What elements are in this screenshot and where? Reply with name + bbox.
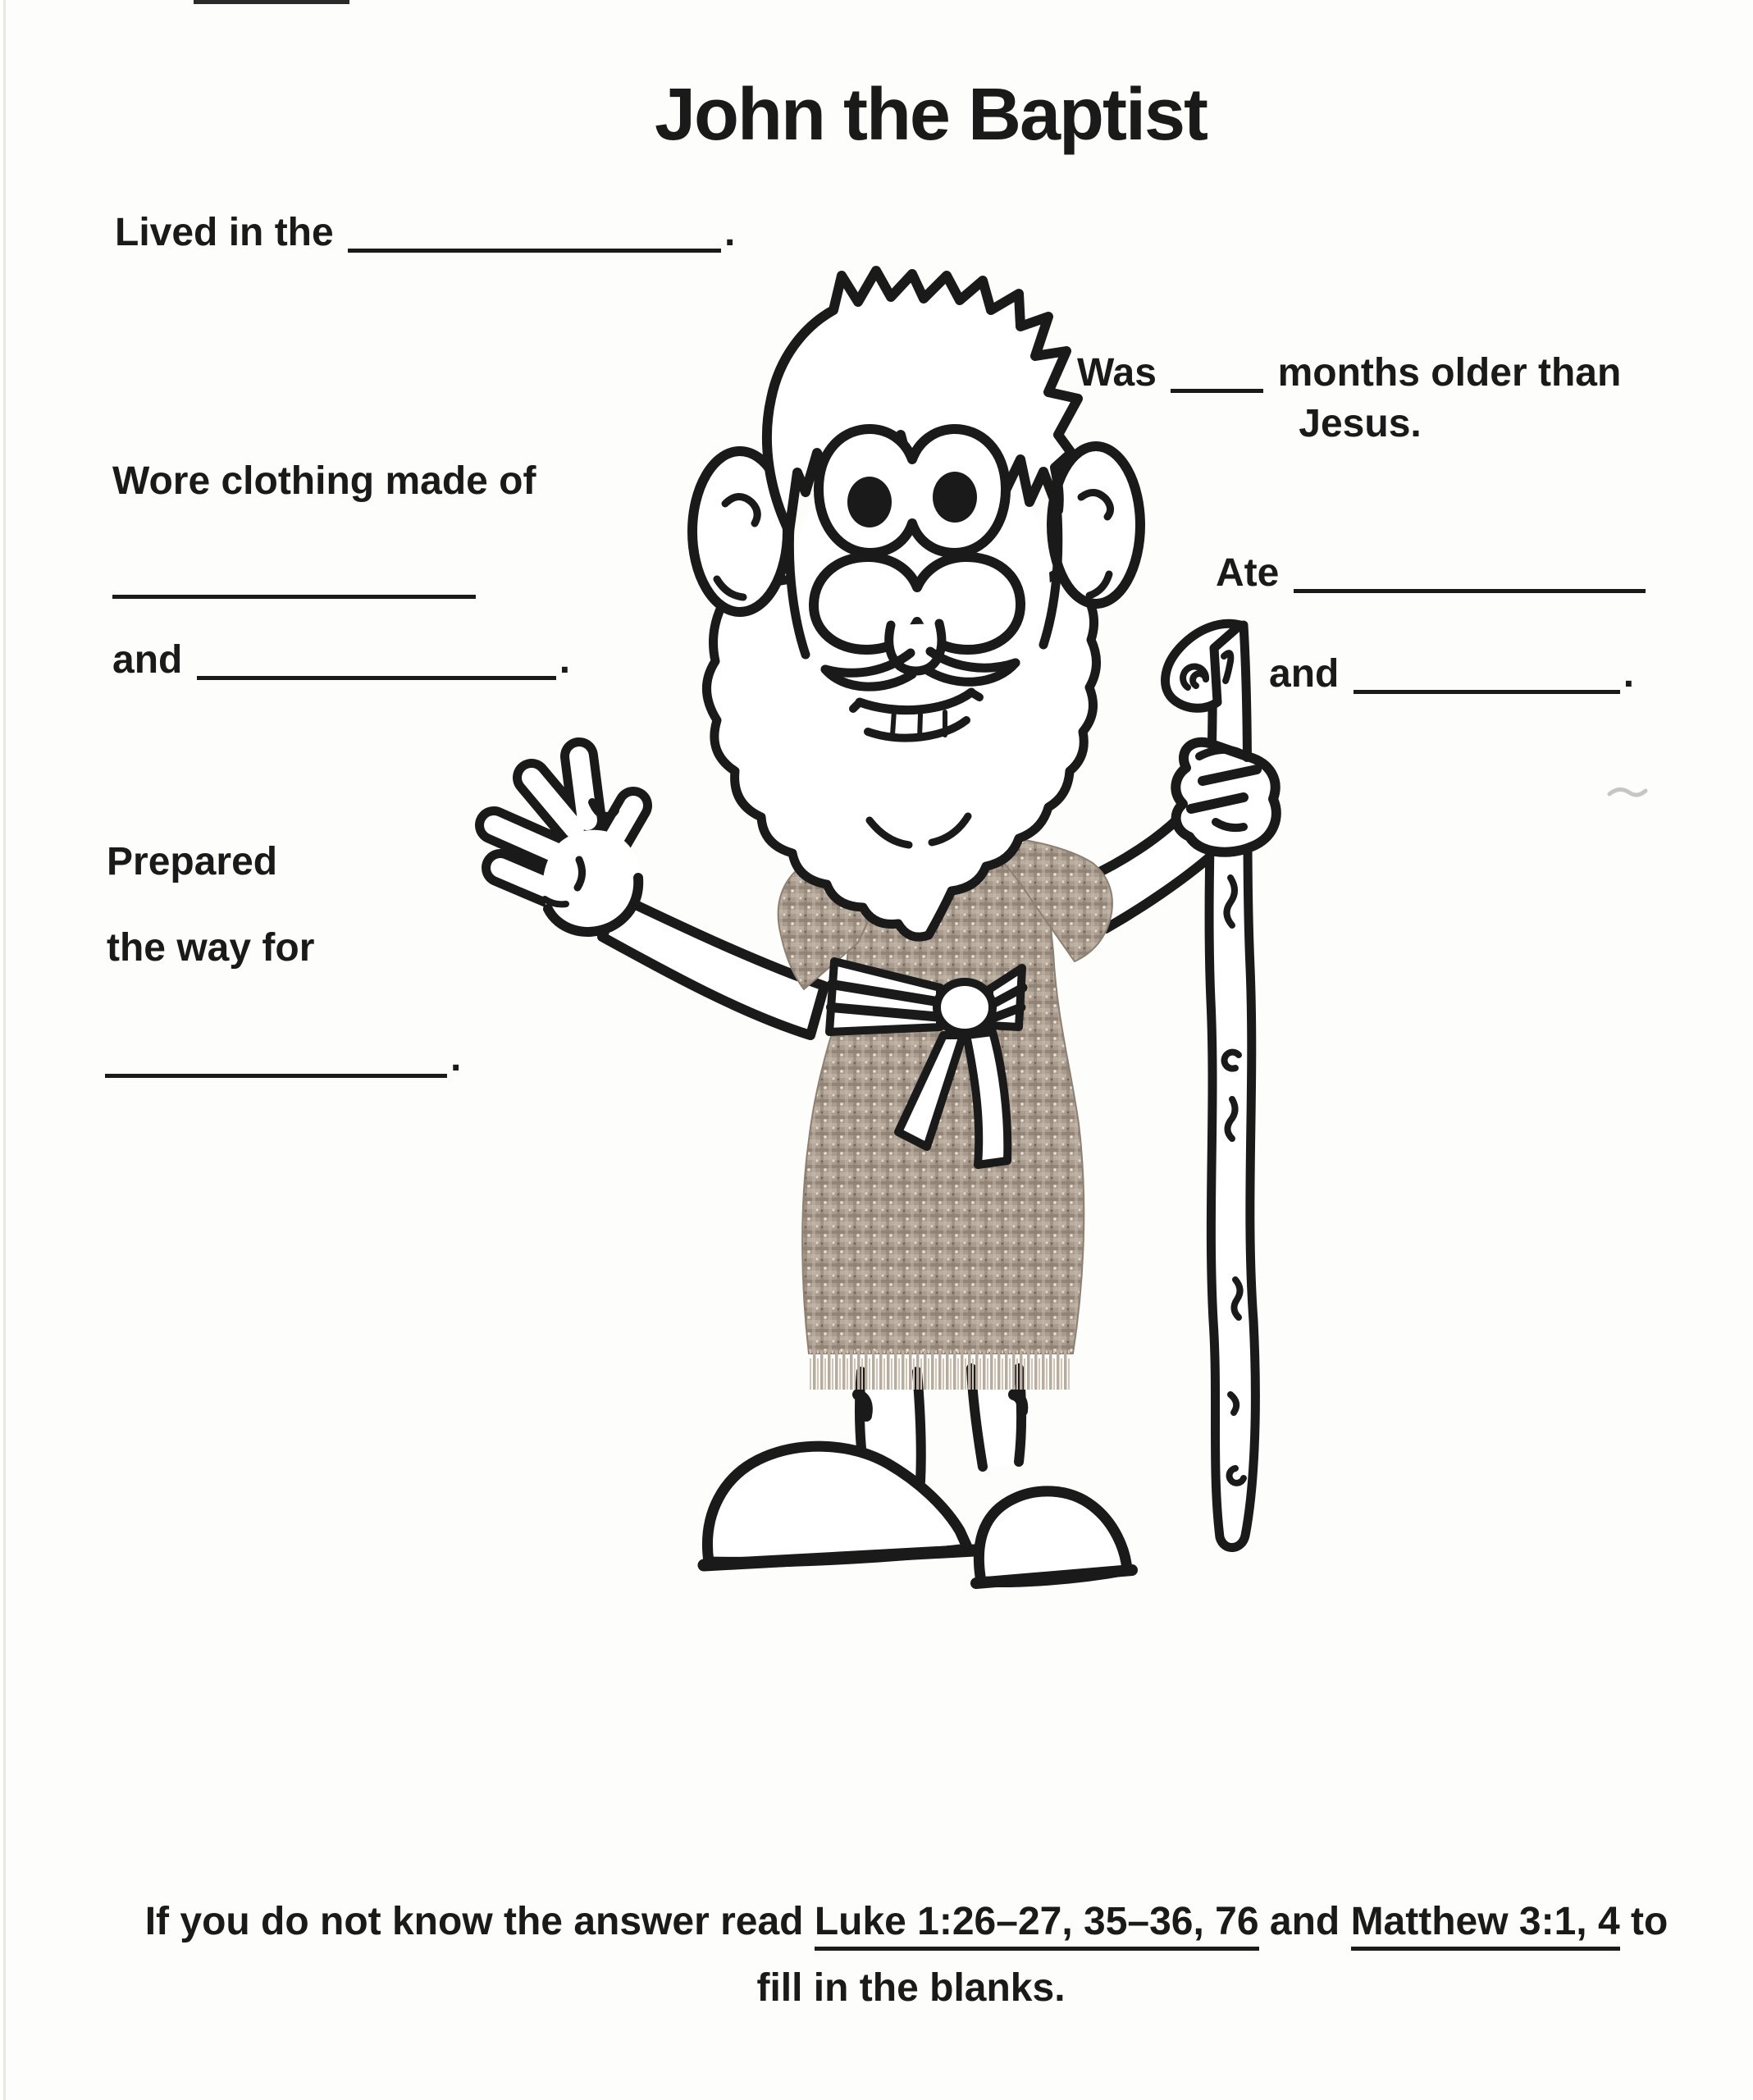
ate-and-line bbox=[1269, 652, 1635, 696]
footer-pre: If you do not know the answer read bbox=[144, 1900, 815, 1943]
blank-ate-2 bbox=[1354, 662, 1620, 694]
burlap-tunic bbox=[778, 832, 1112, 1390]
blank-clothing-2 bbox=[197, 648, 556, 680]
blank-months bbox=[1171, 361, 1263, 393]
lived-label: Lived in the bbox=[115, 211, 334, 254]
waving-hand bbox=[494, 756, 641, 933]
staff-hand bbox=[1176, 742, 1276, 852]
blank-lived bbox=[348, 221, 721, 253]
older-post: months older than bbox=[1277, 351, 1622, 395]
footer-mid: and bbox=[1258, 1900, 1351, 1943]
footer-ref-matthew: Matthew 3:1, 4 bbox=[1351, 1900, 1620, 1951]
ate-line bbox=[1216, 551, 1649, 595]
footer-ref-luke: Luke 1:26–27, 35–36, 76 bbox=[815, 1900, 1259, 1951]
blank-clothing-1 bbox=[112, 564, 476, 599]
ate-label: Ate bbox=[1216, 551, 1280, 595]
right-ear bbox=[1052, 446, 1140, 604]
prepared-line-1: Prepared bbox=[107, 840, 278, 883]
footer-post: to bbox=[1619, 1900, 1669, 1943]
ate-period: . bbox=[1623, 652, 1635, 696]
right-pupil bbox=[933, 472, 977, 523]
prepared-line-2: the way for bbox=[107, 926, 315, 970]
older-line-2: Jesus. bbox=[1299, 402, 1422, 445]
sash-knot bbox=[937, 982, 993, 1033]
older-line-1 bbox=[1077, 351, 1622, 395]
blank-ate-1 bbox=[1294, 561, 1646, 593]
footer-line-1 bbox=[60, 1902, 1753, 1942]
clothing-and-line bbox=[112, 638, 571, 682]
lived-period: . bbox=[724, 211, 736, 254]
ate-and: and bbox=[1269, 652, 1340, 696]
page-title: John the Baptist bbox=[655, 74, 1207, 156]
footer-line-2: fill in the blanks. bbox=[756, 1966, 1066, 2010]
blank-prepared bbox=[105, 1046, 447, 1078]
clothing-label-line: Wore clothing made of bbox=[112, 459, 536, 503]
prepared-period: . bbox=[450, 1036, 462, 1080]
lived-line bbox=[115, 213, 735, 253]
clothing-and: and bbox=[112, 638, 183, 682]
left-pupil bbox=[847, 477, 892, 527]
clothing-period: . bbox=[559, 638, 571, 682]
older-pre: Was bbox=[1077, 351, 1157, 395]
prepared-blank-line bbox=[105, 1036, 462, 1080]
